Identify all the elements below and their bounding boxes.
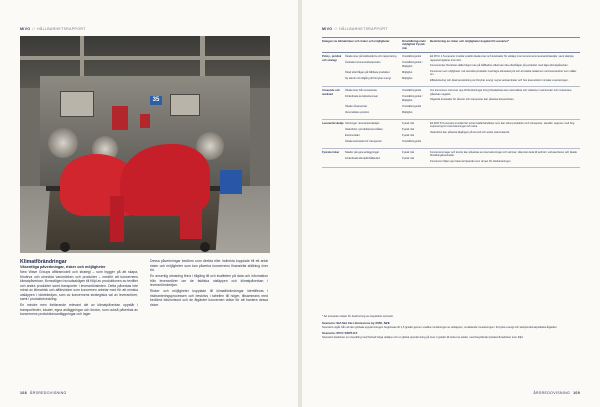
table-row (345, 61, 430, 68)
section-label: HÅLLBARHETSRAPPORT (339, 27, 388, 31)
running-header (322, 27, 388, 31)
photo-panel (60, 91, 94, 117)
group-description (430, 122, 580, 146)
photo-red-fabric (110, 196, 124, 242)
running-header (20, 27, 86, 31)
group-name: Anseende och marknad (322, 89, 340, 96)
text-column-2 (150, 259, 268, 309)
group-name: Policy-, juridisk och strategi (322, 55, 342, 62)
risk-type: Möjlighet (402, 70, 413, 74)
risk-type: Omställningsrisk (402, 104, 422, 108)
page-footer (20, 391, 67, 395)
photo-red-panel (112, 106, 128, 130)
scenario-title: Scenario: IPCC SSP5-8.5 (322, 330, 358, 335)
section-heading: Klimatförändringar (20, 259, 67, 265)
risk-type: Fysisk risk (402, 150, 415, 154)
right-page (302, 0, 600, 407)
report-name: ÅRSREDOVISNING (533, 391, 571, 395)
factory-photo (20, 36, 270, 253)
table-row (345, 122, 430, 125)
risk-name: Förändrade kundpreferenser (345, 95, 379, 99)
table-row (345, 111, 430, 114)
risk-type: Omställningsrisk (402, 139, 422, 143)
photo-panel (170, 94, 200, 116)
description-text: Effektivisering och ökad användning av förnybar energi i egna verksamheter och hos leverantörer minskar exponeringen. (430, 78, 569, 82)
report-name: ÅRSREDOVISNING (29, 391, 67, 395)
table-row (345, 89, 430, 92)
separator: // (32, 27, 35, 31)
table-group (322, 120, 580, 149)
group-description (430, 151, 580, 166)
paragraph: Dessa påverkningar bedöms som direkta eller indirekta kopplade till ett antal risker och möjligheter som kan påverka koncernens finansiella ställning över tid. (150, 259, 268, 272)
group-description (430, 89, 580, 116)
scenario-title: Scenario: IEA Net Zero Emissions by 2050, NZE (322, 320, 390, 325)
group-name: Fysiska risker (322, 150, 340, 154)
risk-name: Ny teknik och tillgång till förnybar energi (345, 76, 391, 80)
photo-drum (48, 128, 78, 158)
scenario-text: Scenariot beskriver en utveckling med fortsatt höga utsläpp och en global uppvärmning på över 4 grader till slutet av seklet, med betydande fysiska klimatrisker som följd. (322, 336, 524, 340)
table-row (345, 55, 430, 58)
scenario-notes (322, 315, 580, 342)
table-row (345, 128, 430, 131)
group-name: Leverantörskedja (322, 121, 344, 125)
table-row (345, 71, 430, 74)
risk-name: Störningar i leverantörskedjan (345, 121, 380, 125)
brand-label: MIVO (20, 27, 31, 31)
table-header (322, 37, 580, 53)
description-text: Stigande kostnader för råvaror och transporter kan påverka lönsamheten. (430, 98, 515, 102)
brand-label: MIVO (322, 27, 333, 31)
photo-blue-bin (220, 170, 242, 194)
risk-name: Ökade krav från investerare (345, 89, 378, 93)
description-text: Koncernen ser möjligheter i att utveckla produkter med lägre klimatavtryck och att stärka relationer med leverantörer som ställer om. (430, 69, 577, 77)
risk-name: Vattenbrist i produktionsområden (345, 127, 383, 131)
risk-name: Ökade kostnader för transporter (345, 139, 382, 143)
group-subrisks (345, 55, 430, 84)
column-header: Kategori av klimatrisker och risker och möjligheter (322, 39, 390, 43)
photo-pipe (20, 56, 270, 60)
table-row (345, 77, 430, 80)
paragraph: Risker och möjligheter kopplade till klimatförändringar identifieras i riskhanteringsprocessen och beskrivs i tabellen till höger, tillsammans med bedömd tidshorisont och de åtgärder koncernen vidtar för att hantera dessa risker. (150, 289, 268, 307)
risk-name: Ökad efterfrågan på hållbara produkter (345, 70, 390, 74)
risk-type: Omställningsrisk / Möjlighet (402, 95, 423, 102)
section-label: HÅLLBARHETSRAPPORT (37, 27, 86, 31)
table-row (345, 95, 430, 102)
description-text: Om koncernen inte lever upp till förväntningar kring klimatarbete kan varumärket och relationer med kunder och investerare påverkas negativt. (430, 89, 572, 96)
column-header: Beskrivning av risker och möjligheter kopplat till scenarier* (430, 39, 509, 43)
group-subrisks (345, 89, 430, 116)
risk-type: Möjlighet (402, 76, 413, 80)
column-header: Omställningsrisk/ möjlighet/ Fysisk risk (402, 39, 426, 50)
group-description (430, 55, 580, 84)
risk-name: Varumärkets position (345, 110, 370, 114)
table-group (322, 87, 580, 119)
description-text: Koncernens lager och kontor kan påverkas av översvämningar och stormar, vilket kan leda till avbrott i verksamheten och ökade försäkringskostnader. (430, 150, 577, 158)
description-text: Koncernen följer upp riskerna löpande inom ramen för riskhanteringen. (430, 159, 512, 163)
risk-name: Extremväder (345, 133, 360, 137)
risk-type: Omställningsrisk (402, 89, 422, 93)
description-text: Konsumenter förväntas ställa högre krav på hållbarhet vilket kan öka efterfrågan på produkter med lägre klimatpåverkan. (430, 64, 569, 68)
photo-wheel (60, 242, 70, 252)
description-text: Ett IPCC 1.5-scenario innebär snabbt ökade krav och kostnader för utsläpp inom koncernens leverantörskedjor, samt skärpta rapporteringskrav inom EU. (430, 55, 574, 62)
risk-name: Ändrade konsumentbeteenden (345, 61, 381, 65)
risk-name: Skador på egna anläggningar (345, 150, 380, 154)
risk-name: Ökade råvarupriser (345, 104, 368, 108)
paragraph: New Wave Groups affärsmodell och strategi – som bygger på att skapa, förvärva och utveckla varumärken och produkter – medför att koncernens klimatpåverkan, förmodligen huvudsakligen till följd av produktionen av textilier och andra produkter samt transporter i leverantörsleden. Detta påverkas inte minst av klimatrisk och affärsrisker som koncernen arbetar med för att minska utsläppen i värdekedjan, som av koncernens strategiska val av leverantörer, samt i produktutveckling. (20, 270, 138, 302)
group-subrisks (345, 151, 430, 166)
description-text: Ett RCP 8.5-scenario innebär fler extremväderhändelser som kan störa produktion och transporter, särskilt i regioner med hög exponering för översvämningar och torka. (430, 121, 575, 129)
page-number: 108 (20, 391, 27, 395)
table-row (345, 157, 430, 160)
page-footer (533, 391, 580, 395)
risk-type: Fysisk risk (402, 133, 415, 137)
separator: // (334, 27, 337, 31)
page-number: 109 (573, 391, 580, 395)
table-row (345, 151, 430, 154)
scenario-text: Scenariot utgår från att den globala uppvärmningen begränsas till 1,5 grader genom snabba minskningar av utsläppen, omfattande investeringar i förnybar energi och skärpta klimatpolitiska åtgärder. (322, 325, 558, 329)
description-text: Vattenbrist kan påverka tillgången på bomull och andra naturmaterial. (430, 130, 510, 134)
photo-number-sign: 35 (150, 96, 162, 105)
risk-type: Omställningsrisk / Möjlighet (402, 61, 423, 68)
climate-risk-table (322, 37, 580, 168)
risk-name: Ökade krav på koldioxidpris och rapportering (345, 55, 397, 59)
table-row (345, 140, 430, 143)
table-group (322, 149, 580, 169)
risk-name: Förändrade klimatförhållanden (345, 156, 381, 160)
left-page (0, 0, 298, 407)
risk-type: Fysisk risk (402, 127, 415, 131)
risk-type: Omställningsrisk (402, 55, 422, 59)
table-group (322, 53, 580, 87)
risk-type: Fysisk risk (402, 156, 415, 160)
paragraph: En mindre men fortfarande relevant del av klimatpåverkan uppstår i transportleder, lokaler, egna anläggningar och fordon, som också påverkas av koncernens produktionsanläggningar och lager. (20, 303, 138, 317)
photo-wheel (200, 242, 210, 252)
risk-type: Fysisk risk (402, 121, 415, 125)
section-subheading: Väsentliga påverkningar, risker och möjligheter (20, 265, 106, 269)
table-footnote: * Se scenarier nedan för beskrivning av respektive scenario. (322, 315, 394, 318)
table-row (345, 105, 430, 108)
text-column-1 (20, 259, 138, 318)
table-row (345, 134, 430, 137)
photo-red-fabric (180, 201, 202, 239)
group-subrisks (345, 122, 430, 146)
risk-type: Möjlighet (402, 110, 413, 114)
paragraph: En ansenlig utmaning finns i tillgång till och kvaliteten på data och information från leverantörer om de faktiska utsläppen och klimatpåverkan i leverantörskedjan. (150, 274, 268, 288)
photo-red-panel (140, 114, 150, 128)
